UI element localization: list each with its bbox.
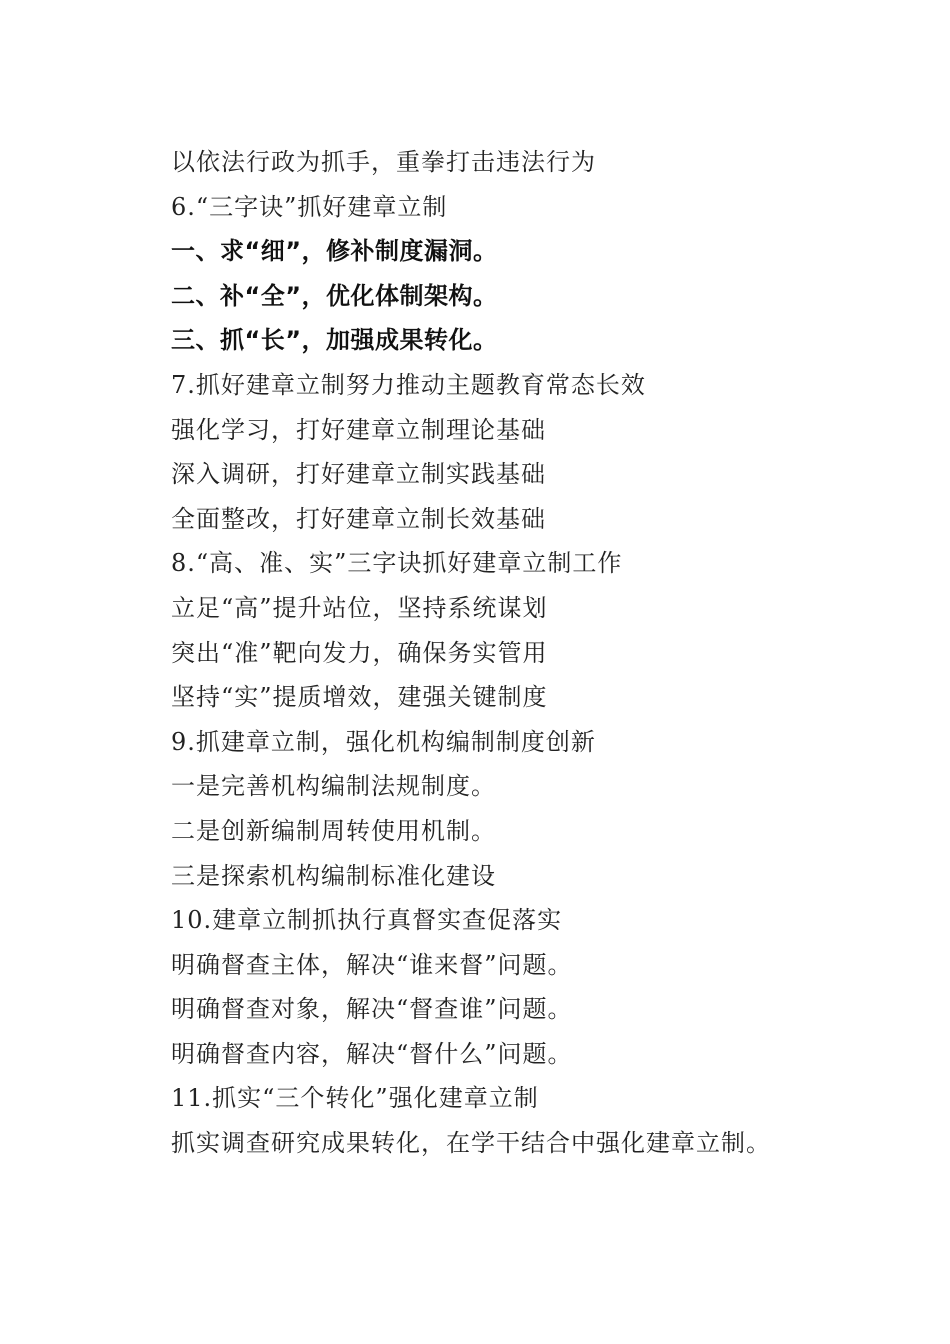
text-line: 明确督查对象，解决“督查谁”问题。 — [171, 995, 573, 1024]
text-line: 强化学习，打好建章立制理论基础 — [171, 415, 546, 444]
section-heading: 10.建章立制抓执行真督实查促落实 — [171, 906, 563, 935]
text-line: 全面整改，打好建章立制长效基础 — [171, 504, 546, 533]
text-line: 三是探索机构编制标准化建设 — [171, 861, 496, 890]
bold-point: 二、补“全”，优化体制架构。 — [171, 281, 498, 310]
section-heading: 8.“高、准、实”三字诀抓好建章立制工作 — [171, 549, 623, 578]
text-line: 明确督查主体，解决“谁来督”问题。 — [171, 950, 573, 979]
document-body — [171, 140, 871, 1166]
section-heading: 9.抓建章立制，强化机构编制制度创新 — [171, 727, 596, 756]
section-heading: 6.“三字诀”抓好建章立制 — [171, 192, 448, 221]
text-line: 以依法行政为抓手，重拳打击违法行为 — [171, 148, 596, 176]
section-heading: 7.抓好建章立制努力推动主题教育常态长效 — [171, 370, 646, 399]
text-line: 突出“准”靶向发力，确保务实管用 — [171, 638, 548, 667]
text-line: 坚持“实”提质增效，建强关键制度 — [171, 683, 548, 712]
text-line: 一是完善机构编制法规制度。 — [171, 772, 496, 801]
bold-point: 三、抓“长”，加强成果转化。 — [171, 326, 498, 355]
text-line: 抓实调查研究成果转化，在学干结合中强化建章立制。 — [171, 1129, 771, 1158]
text-line: 深入调研，打好建章立制实践基础 — [171, 460, 546, 489]
text-line: 立足“高”提升站位，坚持系统谋划 — [171, 593, 548, 622]
section-heading: 11.抓实“三个转化”强化建章立制 — [171, 1084, 539, 1113]
text-line: 二是创新编制周转使用机制。 — [171, 816, 496, 845]
text-line: 明确督查内容，解决“督什么”问题。 — [171, 1039, 573, 1068]
bold-point: 一、求“细”，修补制度漏洞。 — [171, 237, 498, 266]
